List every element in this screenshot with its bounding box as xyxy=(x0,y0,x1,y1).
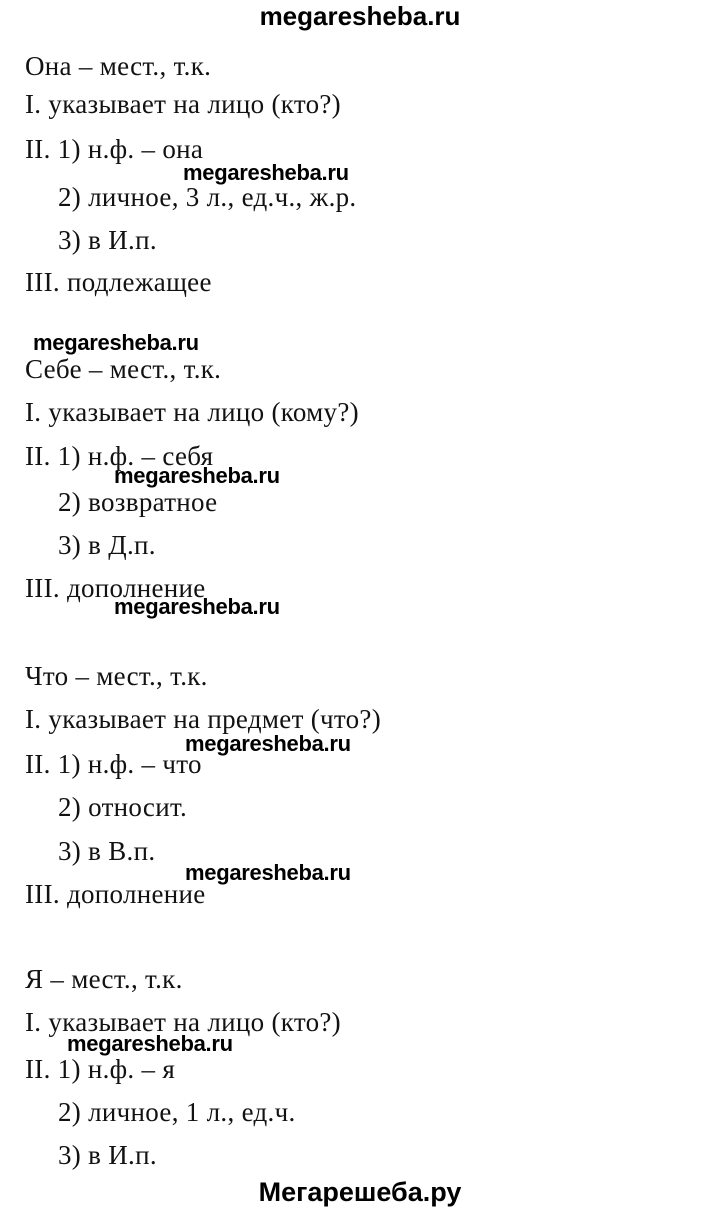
analysis-subpoint: 2) личное, 1 л., ед.ч. xyxy=(58,1097,296,1127)
word-line: Что – мест., т.к. xyxy=(25,661,208,691)
analysis-point: II. 1) н.ф. – себя xyxy=(25,441,214,471)
analysis-point: III. подлежащее xyxy=(25,267,212,297)
watermark: megaresheba.ru xyxy=(67,1031,233,1056)
analysis-subpoint: 2) относит. xyxy=(58,792,188,822)
analysis-subpoint: 3) в И.п. xyxy=(58,225,157,255)
watermark: megaresheba.ru xyxy=(33,330,199,355)
analysis-point: III. дополнение xyxy=(25,573,206,603)
analysis-subpoint: 3) в Д.п. xyxy=(58,530,156,560)
analysis-subpoint: 2) возвратное xyxy=(58,487,218,517)
analysis-subpoint: 3) в И.п. xyxy=(58,1140,157,1170)
watermark: megaresheba.ru xyxy=(114,594,280,619)
analysis-point: II. 1) н.ф. – я xyxy=(25,1054,176,1084)
site-footer: Мегарешеба.ру xyxy=(258,1177,462,1207)
watermark: megaresheba.ru xyxy=(185,860,351,885)
analysis-subpoint: 3) в В.п. xyxy=(58,836,156,866)
analysis-point: II. 1) н.ф. – она xyxy=(25,134,204,164)
watermark: megaresheba.ru xyxy=(185,731,351,756)
analysis-point: I. указывает на лицо (кто?) xyxy=(25,1007,341,1037)
analysis-point: I. указывает на предмет (что?) xyxy=(25,704,382,734)
site-header: megaresheba.ru xyxy=(259,1,461,31)
word-line: Себе – мест., т.к. xyxy=(25,354,222,384)
analysis-point: I. указывает на лицо (кто?) xyxy=(25,89,341,119)
analysis-point: II. 1) н.ф. – что xyxy=(25,749,202,779)
word-line: Я – мест., т.к. xyxy=(25,964,183,994)
analysis-subpoint: 2) личное, 3 л., ед.ч., ж.р. xyxy=(58,182,357,212)
analysis-point: I. указывает на лицо (кому?) xyxy=(25,397,359,427)
watermark: megaresheba.ru xyxy=(183,160,349,185)
word-line: Она – мест., т.к. xyxy=(25,51,212,81)
watermark: megaresheba.ru xyxy=(114,463,280,488)
analysis-point: III. дополнение xyxy=(25,879,206,909)
